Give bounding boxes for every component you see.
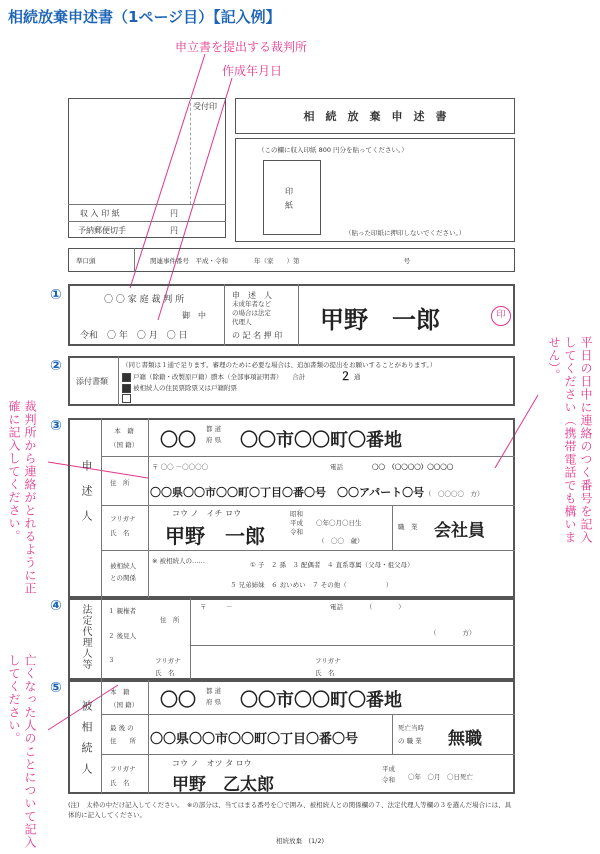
rep-option-3: ３ bbox=[108, 656, 115, 664]
rep-address-label: 住 所 bbox=[160, 616, 180, 624]
applicant-sub: 未成年者など の場合は法定 代理人 bbox=[232, 300, 271, 326]
attach-item-2 bbox=[122, 383, 237, 393]
applicant-honseki-rest: 〇〇市〇〇町〇番地 bbox=[240, 430, 402, 451]
fee-postage-unit: 円 bbox=[170, 226, 178, 235]
attach-count: ２ bbox=[340, 370, 351, 383]
applicant-era: 昭和 平成 令和 bbox=[290, 510, 303, 536]
deceased-honseki-pref: 〇〇 bbox=[160, 690, 196, 711]
deceased-address-value: 〇〇県〇〇市〇〇町〇丁目〇番〇号 bbox=[150, 732, 359, 747]
deceased-death: 〇年 〇月 〇日死亡 bbox=[408, 773, 473, 781]
form-heading: 相 続 放 棄 申 述 書 bbox=[303, 110, 447, 123]
deceased-job: 無職 bbox=[448, 729, 482, 749]
fee-stamp-label: 収 入 印 紙 bbox=[80, 209, 120, 218]
attach-unit: 通 bbox=[354, 373, 361, 381]
applicant-address-room: （ 〇〇〇〇 方） bbox=[425, 490, 484, 498]
attach-item-3 bbox=[122, 394, 133, 403]
deceased-honseki-label: 本 籍 （国 籍） bbox=[110, 688, 139, 709]
deceased-name-label: フリガナ 氏 名 bbox=[110, 765, 136, 787]
fee-postage-label: 予納郵便切手 bbox=[78, 226, 126, 235]
applicant-signature: 甲野 一郎 bbox=[320, 305, 440, 334]
rep-phone: 電話 （ ） bbox=[330, 603, 405, 611]
applicant-postal: 〒 〇〇 －〇〇〇〇 bbox=[152, 463, 209, 471]
applicant-age: （ 〇〇 歳） bbox=[318, 537, 364, 545]
received-label: 受付印 bbox=[193, 102, 217, 111]
rep-option-2: ２ 後見人 bbox=[108, 632, 137, 640]
section-number-3: ③ bbox=[50, 418, 62, 434]
stamp-placeholder-label: 印 紙 bbox=[285, 187, 293, 210]
seal-label: の 記 名 押 印 bbox=[232, 331, 283, 340]
applicant-relation-note: ※ 被相続人の…… bbox=[152, 557, 206, 565]
note-address: 裁判所から連絡がとれるように正確に記入してください。 bbox=[7, 400, 37, 595]
section-number-1: ① bbox=[50, 287, 62, 303]
applicant-furigana: コウ ノ イチ ロウ bbox=[172, 509, 242, 518]
rep-room: （ 方） bbox=[430, 629, 476, 637]
attach-item-1-label: 戸籍（除籍・改製原戸籍）謄本（全部事項証明書） 合計 bbox=[133, 373, 306, 381]
section-number-4: ④ bbox=[50, 598, 62, 614]
section-number-2: ② bbox=[50, 358, 62, 374]
court-name: 〇 〇 家 庭 裁 判 所 bbox=[104, 295, 185, 305]
related-case-label: 関連事件番号 平成・令和 年（家 ）第 号 bbox=[150, 257, 410, 265]
page-footer: 相続放棄 (1/2) bbox=[275, 837, 325, 845]
applicant-phone-value: 〇〇 （〇〇〇〇）〇〇〇〇 bbox=[372, 463, 454, 471]
creation-date: 令和 〇 年 〇 月 〇 日 bbox=[80, 331, 188, 341]
applicant-label: 申 述 人 bbox=[232, 291, 272, 300]
applicant-job: 会社員 bbox=[434, 521, 485, 541]
note-deceased: 亡くなった人のことについて記入してください。 bbox=[7, 654, 37, 849]
deceased-honseki-rest: 〇〇市〇〇町〇番地 bbox=[240, 690, 402, 711]
rep-name-label-1: フリガナ 氏 名 bbox=[155, 657, 181, 677]
note-phone: 平日の日中に連絡のつく番号を記入してください（携帯電話でも構いません）。 bbox=[547, 336, 593, 544]
stamp-note: （貼った印紙に押印しないでください。） bbox=[345, 229, 466, 237]
note-date: 作成年月日 bbox=[222, 64, 283, 78]
deceased-pref-label: 都 道 府 県 bbox=[206, 687, 222, 706]
applicant-section-label: 申述人 bbox=[80, 460, 93, 535]
attach-label: 添付書類 bbox=[76, 377, 108, 386]
attach-checkbox-3[interactable] bbox=[122, 394, 131, 403]
attach-checkbox-2[interactable] bbox=[122, 384, 131, 393]
attach-item-1 bbox=[122, 372, 305, 382]
note-court: 申立書を提出する裁判所 bbox=[175, 40, 308, 54]
section-number-5: ⑤ bbox=[50, 680, 62, 696]
applicant-address-value: 〇〇県〇〇市〇〇町〇丁目〇番〇号 〇〇アパート〇号 bbox=[150, 486, 425, 499]
seal-mark: 印 bbox=[491, 306, 511, 326]
deceased-section-label: 被相続人 bbox=[80, 700, 93, 784]
deceased-furigana: コウ ノ オツ タ ロウ bbox=[172, 759, 252, 768]
fee-stamp-unit: 円 bbox=[170, 209, 178, 218]
rep-option-1: １ 親権者 bbox=[108, 607, 137, 615]
applicant-honseki-label: 本 籍 （国 籍） bbox=[110, 427, 139, 449]
page-title: 相続放棄申述書（1ページ目）【記入例】 bbox=[8, 8, 281, 26]
applicant-relation-label: 被相続人 との関係 bbox=[110, 562, 136, 582]
applicant-name: 甲野 一郎 bbox=[165, 524, 265, 548]
footnote: (注) 太枠の中だけ記入してください。 ※の部分は、当てはまる番号を〇で囲み、被相続人との関係欄の７、法定代理人等欄の３を選んだ場合には、具体的に記入してください。 bbox=[68, 801, 512, 819]
applicant-pref-label: 都 道 府 県 bbox=[206, 425, 222, 444]
applicant-name-label: フリガナ 氏 名 bbox=[110, 515, 136, 537]
applicant-phone-label: 電話 bbox=[330, 463, 343, 471]
deceased-address-label: 最 後 の 住 所 bbox=[110, 724, 136, 745]
applicant-birth: 〇年〇月〇日生 bbox=[316, 519, 362, 527]
attach-checkbox-1[interactable] bbox=[122, 373, 131, 382]
court-onchu: 御 中 bbox=[182, 311, 206, 320]
junko-label: 準口頭 bbox=[76, 257, 96, 265]
deceased-era: 平成 令和 bbox=[382, 765, 395, 784]
applicant-job-label: 職 業 bbox=[398, 523, 418, 531]
applicant-honseki-pref: 〇〇 bbox=[160, 430, 196, 451]
applicant-address-label: 住 所 bbox=[110, 479, 130, 487]
attach-note: （同じ書類は１通で足ります。審理のために必要な場合は、追加書類の提出をお願いすることがあります。） bbox=[122, 361, 437, 369]
attach-item-2-label: 被相続人の住民票除票又は戸籍附票 bbox=[133, 384, 237, 392]
rep-postal: 〒 － bbox=[200, 603, 233, 611]
deceased-job-label: 死亡当時 の 職 業 bbox=[398, 724, 424, 745]
deceased-name: 甲野 乙太郎 bbox=[172, 775, 274, 795]
applicant-relations-2: ５ 兄弟姉妹 ６ おいめい ７ その他（ ） bbox=[230, 581, 393, 589]
applicant-relations: ① 子 ２ 孫 ３ 配偶者 ４ 直系尊属（父母・祖父母） bbox=[250, 561, 414, 569]
stamp-instruction: （この欄に収入印紙 800 円分を貼ってください。） bbox=[258, 146, 408, 154]
rep-section-label: 法定代理人等 bbox=[80, 604, 91, 670]
rep-name-label-2: フリガナ 氏 名 bbox=[315, 657, 341, 677]
